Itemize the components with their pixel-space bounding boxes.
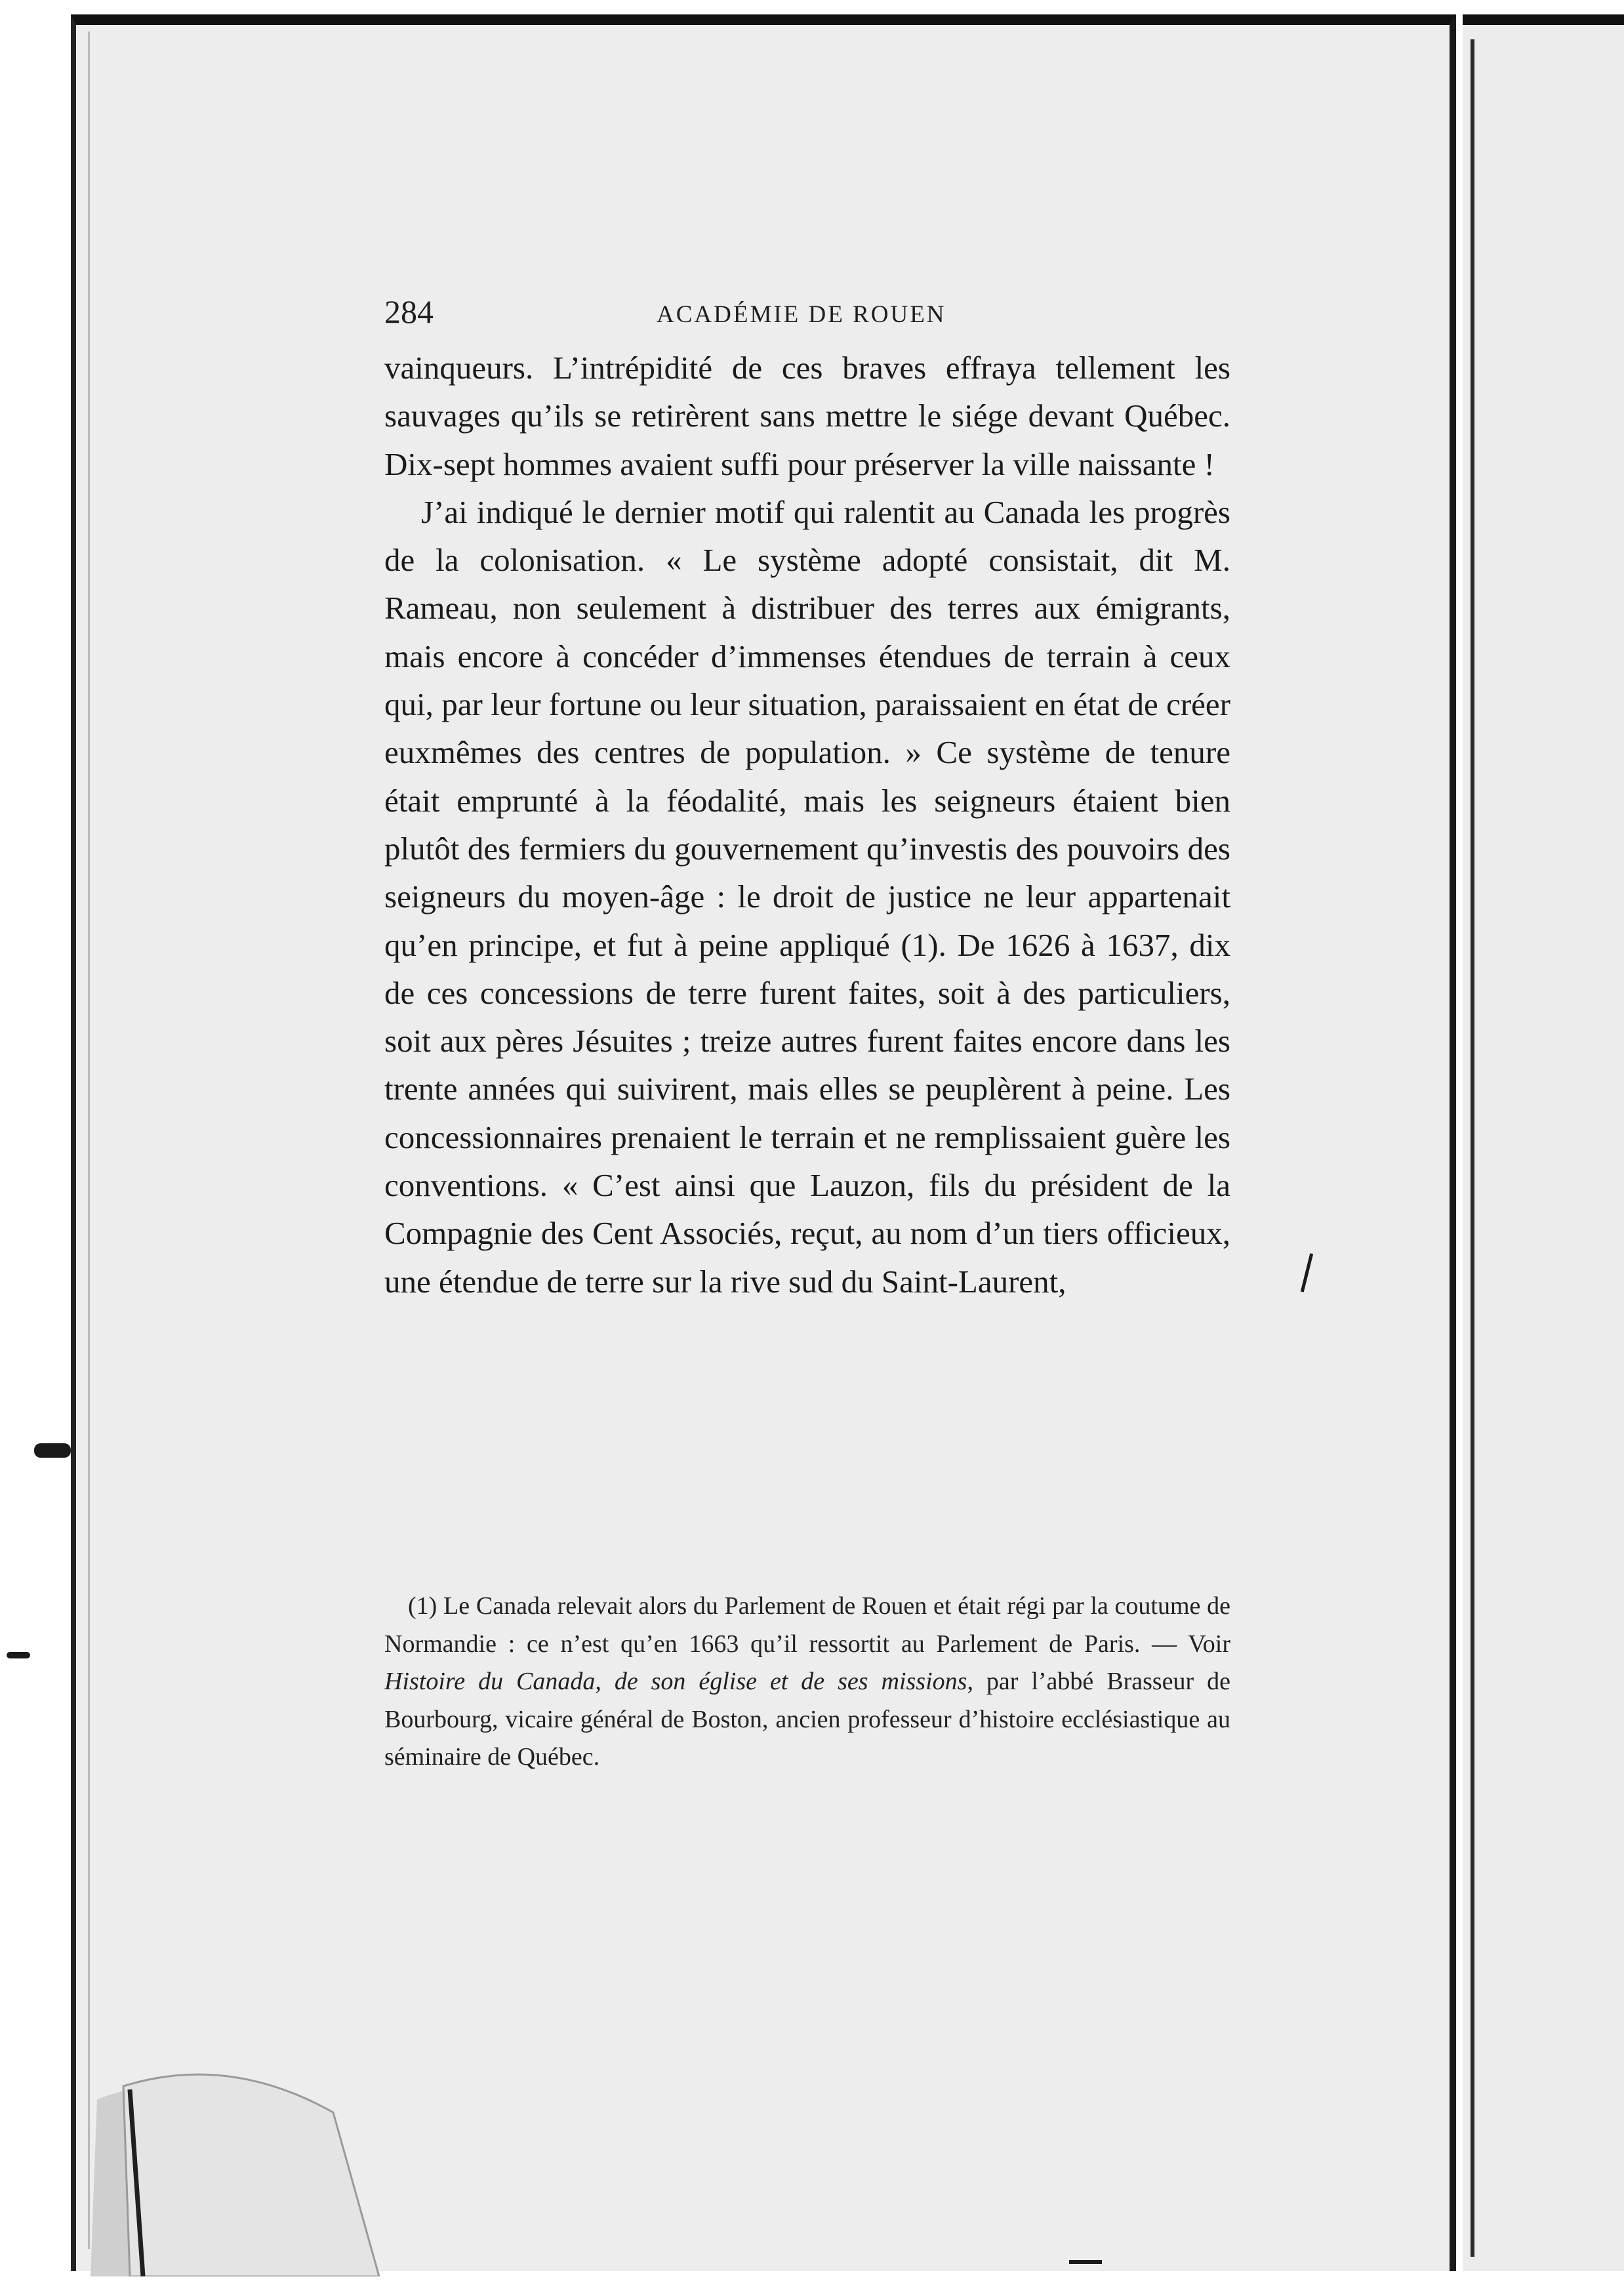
margin-speck: [7, 1652, 30, 1658]
page-gutter-edge: [88, 31, 90, 2249]
page-number: 284: [384, 293, 434, 330]
running-head: [384, 289, 1230, 335]
body-text: [384, 344, 1230, 1306]
footnote-text-continued: , par l’abbé Brasseur de Bourbourg, vicaire général de Boston, ancien professeur d’histoire ecclésiastique au séminaire de Québec.: [384, 1668, 1231, 1771]
footnote-text: (1) Le Canada relevait alors du Parlement de Rouen et était régi par la coutume de Normandie : ce n’est qu’en 1663 qu’il ressortit au Parlement de Paris. — Voir: [384, 1592, 1230, 1658]
next-page-edge: [1463, 14, 1624, 2271]
paragraph: vainqueurs. L’intrépidité de ces braves effraya tellement les sauvages qu’ils se retirèrent sans mettre le siége devant Québec. Dix-sept hommes avaient suffi pour préserver la ville naissante !: [384, 350, 1230, 482]
footnote-paragraph: [384, 1588, 1230, 1777]
next-page-rule: [1471, 39, 1474, 2257]
margin-speck: [34, 1443, 71, 1458]
curl-fold: [123, 2074, 379, 2276]
footnote-book-title: Histoire du Canada, de son église et de ses missions: [384, 1668, 967, 1695]
running-title: ACADÉMIE DE ROUEN: [657, 301, 946, 328]
footnote: [384, 1588, 1230, 1777]
margin-speck: [1069, 2260, 1102, 2264]
page-curl-corner: [71, 2060, 399, 2276]
page-text-block: [384, 289, 1231, 1771]
paragraph: J’ai indiqué le dernier motif qui ralentit au Canada les progrès de la colonisation. « Le système adopté consistait, dit M. Rameau, non seulement à distribuer des terres aux émigrants, mais encore à concéder d’immenses étendues de terrain à ceux qui, par leur fortune ou leur situation, paraissaient en état de créer euxmêmes des centres de population. » Ce système de tenure était emprunté à la féodalité, mais les seigneurs étaient bien plutôt des fermiers du gouvernement qu’investis des pouvoirs des seigneurs du moyen-âge : le droit de justice ne leur appartenait qu’en principe, et fut à peine appliqué (1). De 1626 à 1637, dix de ces concessions de terre furent faites, soit à des particuliers, soit aux pères Jésuites ; treize autres furent faites encore dans les trente années qui suivirent, mais elles se peuplèrent à peine. Les concessionnaires prenaient le terrain et ne remplissaient guère les conventions. « C’est ainsi que Lauzon, fils du président de la Compagnie des Cent Associés, reçut, au nom d’un tiers officieux, une étendue de terre sur la rive sud du Saint-Laurent,: [384, 493, 1230, 1300]
